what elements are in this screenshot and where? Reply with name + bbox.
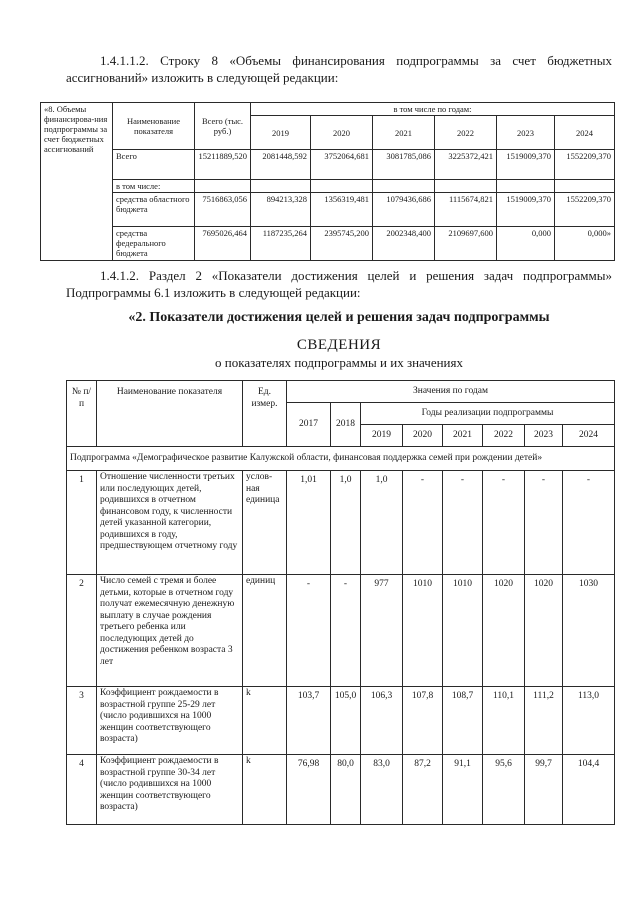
funding-year: 2020 — [311, 116, 373, 150]
indicator-value: 104,4 — [563, 755, 615, 825]
indicator-value: 1,01 — [287, 471, 331, 575]
col-impl: Годы реализации подпрограммы — [361, 403, 615, 425]
funding-value: 3081785,086 — [373, 150, 435, 180]
indicator-value: 1,0 — [361, 471, 403, 575]
funding-total: 7516863,056 — [195, 193, 251, 227]
indicator-value: 110,1 — [483, 687, 525, 755]
year-2024: 2024 — [563, 425, 615, 447]
funding-year: 2024 — [555, 116, 615, 150]
funding-row-name: в том числе: — [113, 180, 195, 193]
col-unit: Ед. измер. — [243, 381, 287, 447]
funding-year: 2021 — [373, 116, 435, 150]
year-2021: 2021 — [443, 425, 483, 447]
paragraph-1-4-1-2: 1.4.1.2. Раздел 2 «Показатели достижения целей и решения задач подпрограммы» Подпрограммы 6.1 изложить в следующей редакции: — [66, 268, 612, 300]
indicator-name: Коэффициент рождаемости в возрастной группе 30-34 лет (число родившихся на 1000 женщин соответствующего возраста) — [97, 755, 243, 825]
indicator-value: 1010 — [403, 575, 443, 687]
funding-total: 7695026,464 — [195, 227, 251, 261]
row-number: 4 — [67, 755, 97, 825]
col-values: Значения по годам — [287, 381, 615, 403]
indicator-value: 1020 — [483, 575, 525, 687]
indicator-unit: единиц — [243, 575, 287, 687]
indicator-value: - — [525, 471, 563, 575]
funding-col-total: Всего (тыс. руб.) — [195, 103, 251, 150]
indicator-unit: k — [243, 687, 287, 755]
indicator-value: 977 — [361, 575, 403, 687]
funding-total: 15211889,520 — [195, 150, 251, 180]
funding-value: 1356319,481 — [311, 193, 373, 227]
funding-value: 2002348,400 — [373, 227, 435, 261]
funding-year: 2019 — [251, 116, 311, 150]
indicator-value: 106,3 — [361, 687, 403, 755]
funding-value: 3225372,421 — [435, 150, 497, 180]
indicator-value: 108,7 — [443, 687, 483, 755]
indicator-value: 105,0 — [331, 687, 361, 755]
indicator-name: Число семей с тремя и более детьми, которые в отчетном году получат ежемесячную денежную выплату в случае рождения третьего ребенка или последующих детей до достижения ребенком возраста 3 лет — [97, 575, 243, 687]
indicator-value: 80,0 — [331, 755, 361, 825]
funding-value: 1552209,370 — [555, 193, 615, 227]
year-2022: 2022 — [483, 425, 525, 447]
indicator-value: 103,7 — [287, 687, 331, 755]
indicator-value: 113,0 — [563, 687, 615, 755]
indicator-unit: k — [243, 755, 287, 825]
funding-value: 1519009,370 — [497, 193, 555, 227]
funding-col-years-group: в том числе по годам: — [251, 103, 615, 116]
funding-year: 2023 — [497, 116, 555, 150]
indicator-value: 91,1 — [443, 755, 483, 825]
indicator-value: 1010 — [443, 575, 483, 687]
indicator-value: - — [483, 471, 525, 575]
funding-value: 1552209,370 — [555, 150, 615, 180]
funding-row-name: средства федерального бюджета — [113, 227, 195, 261]
indicator-name: Коэффициент рождаемости в возрастной группе 25-29 лет (число родившихся на 1000 женщин соответствующего возраста) — [97, 687, 243, 755]
row-number: 2 — [67, 575, 97, 687]
paragraph-1-4-1-1-2: 1.4.1.1.2. Строку 8 «Объемы финансирования подпрограммы за счет бюджетных ассигнований» изложить в следующей редакции: — [66, 53, 612, 85]
funding-col-name: Наименование показателя — [113, 103, 195, 150]
row-number: 3 — [67, 687, 97, 755]
funding-row-label: «8. Объемы финансирова-ния подпрограммы за счет бюджетных ассигнований — [41, 103, 113, 261]
indicator-value: - — [443, 471, 483, 575]
funding-value: 0,000» — [555, 227, 615, 261]
indicator-name: Отношение численности третьих или последующих детей, родившихся в отчетном финансовом году, к численности детей указанной категории, родившихся в году, предшествующем отчетному году — [97, 471, 243, 575]
year-2018: 2018 — [331, 403, 361, 447]
indicator-value: 111,2 — [525, 687, 563, 755]
funding-value: 2081448,592 — [251, 150, 311, 180]
svedenia-title: СВЕДЕНИЯ — [296, 337, 382, 353]
indicator-value: 1,0 — [331, 471, 361, 575]
indicator-value: 83,0 — [361, 755, 403, 825]
indicator-value: 107,8 — [403, 687, 443, 755]
indicator-value: 1020 — [525, 575, 563, 687]
svedenia-subtitle: о показателях подпрограммы и их значениях — [215, 355, 463, 370]
funding-year: 2022 — [435, 116, 497, 150]
col-no: № п/п — [67, 381, 97, 447]
funding-value: 1079436,686 — [373, 193, 435, 227]
funding-table — [40, 102, 615, 261]
funding-value: 894213,328 — [251, 193, 311, 227]
subprogram-row: Подпрограмма «Демографическое развитие Калужской области, финансовая поддержка семей при рождении детей» — [67, 447, 615, 471]
funding-value: 0,000 — [497, 227, 555, 261]
indicator-value: 1030 — [563, 575, 615, 687]
funding-value: 1519009,370 — [497, 150, 555, 180]
row-number: 1 — [67, 471, 97, 575]
year-2020: 2020 — [403, 425, 443, 447]
year-2019: 2019 — [361, 425, 403, 447]
year-2023: 2023 — [525, 425, 563, 447]
indicator-value: - — [331, 575, 361, 687]
funding-value: 2395745,200 — [311, 227, 373, 261]
funding-row-name: Всего — [113, 150, 195, 180]
indicator-value: 87,2 — [403, 755, 443, 825]
indicator-value: 99,7 — [525, 755, 563, 825]
indicators-table — [66, 380, 615, 825]
indicator-value: - — [563, 471, 615, 575]
indicator-unit: услов-ная единица — [243, 471, 287, 575]
funding-row-name: средства областного бюджета — [113, 193, 195, 227]
funding-value: 2109697,600 — [435, 227, 497, 261]
funding-value: 3752064,681 — [311, 150, 373, 180]
section-title: «2. Показатели достижения целей и решения задач подпрограммы — [128, 310, 550, 325]
indicator-value: 95,6 — [483, 755, 525, 825]
funding-value: 1187235,264 — [251, 227, 311, 261]
funding-value: 1115674,821 — [435, 193, 497, 227]
indicator-value: 76,98 — [287, 755, 331, 825]
indicator-value: - — [403, 471, 443, 575]
indicator-value: - — [287, 575, 331, 687]
year-2017: 2017 — [287, 403, 331, 447]
col-name: Наименование показателя — [97, 381, 243, 447]
